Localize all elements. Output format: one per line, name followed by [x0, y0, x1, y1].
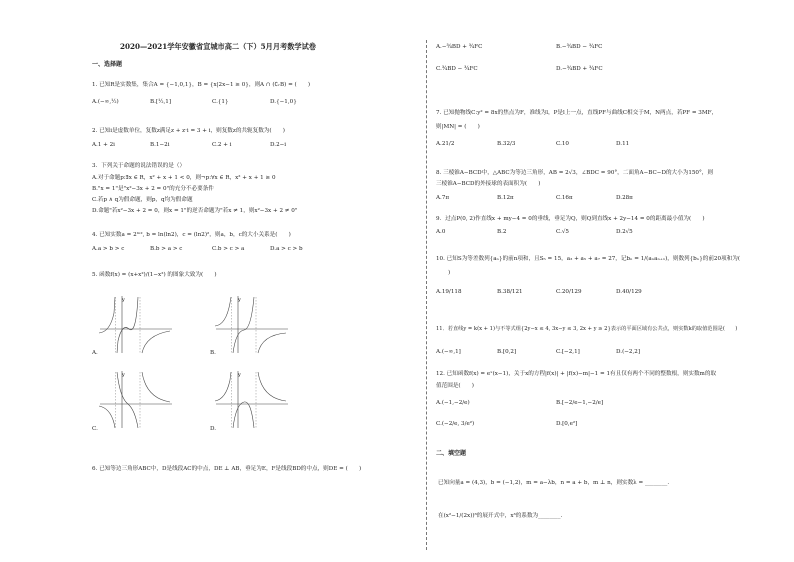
q10-option-d: D.40/129	[616, 289, 642, 295]
graph-b	[214, 293, 292, 355]
q1-option-c: C.{1}	[212, 99, 229, 105]
graph-c	[98, 368, 176, 430]
q8-option-d: D.28π	[616, 195, 633, 201]
q11-option-b: B.[0,2]	[497, 349, 517, 355]
q6-option-b: B.−¾BD − ¾FC	[556, 44, 603, 50]
graph-a-y-label: y	[122, 297, 125, 303]
q9-option-d: D.2√5	[616, 229, 633, 235]
q9-option-c: C.√5	[556, 229, 569, 235]
question-3: 3．下列关于命题的说法错误的是（）	[92, 163, 186, 169]
graph-b-label: B.	[210, 350, 216, 356]
question-12-cont: 值范围是( )	[436, 383, 474, 389]
q4-option-c: C.b > c > a	[212, 246, 245, 252]
q12-option-b: B.[−2/e−1,−2/e]	[556, 400, 604, 406]
q2-option-d: D.2−i	[270, 142, 287, 148]
q6-option-a: A.−¾BD + ¾FC	[436, 44, 483, 50]
question-4: 4. 已知实数a = 2ᴵⁿ², b = ln(ln2)，c = (ln2)²，则a，b，c的大小关系是( )	[92, 232, 291, 238]
q4-option-b: B.b > a > c	[150, 246, 183, 252]
q6-option-d: D.−¾BD + ¾FC	[556, 66, 603, 72]
question-10-cont: )	[448, 270, 451, 276]
q11-option-d: D.(−2,2]	[616, 349, 641, 355]
q2-option-b: B.1−2i	[150, 142, 170, 148]
question-5: 5. 函数f(x) = (x+x²)/(1−x²) 的图象大致为( )	[92, 272, 217, 278]
question-8-cont: 三棱锥A−BCD的外接球的表面积为( )	[436, 181, 541, 187]
q9-option-a: A.0	[436, 229, 446, 235]
q7-option-a: A.21/2	[436, 141, 455, 147]
question-11: 11．若直线y = k(x + 1)与不等式组{2y−x ≤ 4, 3x−y ≤ 3, 2x + y ≥ 2}表示的平面区域有公共点，则实数k的取值范围是( )	[436, 326, 738, 332]
q9-option-b: B.2	[497, 229, 507, 235]
question-9: 9．过点P(0, 2)作直线x + my−4 = 0的垂线，垂足为Q，则Q到直线x + 2y−14 = 0的距离最小值为( )	[436, 216, 705, 222]
question-1: 1. 已知R是实数集，集合A = {−1,0,1}，B = {x|2x−1 ≥ 0}，则A ∩ (∁ᵣB) = ( )	[92, 82, 311, 88]
q4-option-d: D.a > c > b	[270, 246, 303, 252]
q3-option-b: B."x = 1"是"x²−3x + 2 = 0"的充分不必要条件	[92, 186, 214, 192]
column-divider	[426, 40, 427, 550]
question-2: 2. 已知i是虚数单位，复数z满足z + z·i = 3 + i，则复数z的共轭复数为( )	[92, 128, 285, 134]
q3-option-d: D.命题"若x²−3x + 2 = 0，则x = 1"的逆否命题为"若x ≠ 1，则x²−3x + 2 ≠ 0"	[92, 208, 298, 214]
q3-option-c: C.若p ∧ q为假命题，则p，q均为假命题	[92, 197, 193, 203]
q1-option-a: A.(−∞,½)	[92, 99, 119, 105]
q6-option-c: C.¾BD − ¾FC	[436, 66, 478, 72]
graph-a-label: A.	[92, 350, 98, 356]
q7-option-c: C.10	[556, 141, 569, 147]
question-7: 7. 已知抛物线C:y² = 8x的焦点为F，准线为l，P是l上一点，直线PF与曲线C相交于M，N两点，若PF = 3MF，	[436, 110, 718, 116]
q11-option-c: C.[−2,1]	[556, 349, 580, 355]
q12-option-d: D.[0,e²]	[556, 421, 578, 427]
question-6: 6. 已知等边三角形ABC中，D是线段AC的中点，DE ⊥ AB，垂足为E，F是线段BD的中点，则DE = ( )	[92, 466, 362, 472]
q12-option-c: C.(−2/e, 3/e²)	[436, 421, 475, 427]
q11-option-a: A.(−∞,1]	[436, 349, 461, 355]
page-title: 2020—2021学年安徽省宣城市高二（下）5月月考数学试卷	[120, 42, 316, 51]
graph-d-y-label: y	[238, 372, 241, 378]
q10-option-b: B.38/121	[497, 289, 523, 295]
question-10: 10. 已知S为等差数列{aₙ}的前n项和，且S₅ = 15，a₃ + a₅ + a₇ = 27，记bₙ = 1/(aₙaₙ₊₁)，则数列{bₙ}的前20项和为(	[436, 256, 741, 262]
q3-option-a: A.对于命题p:∃x ∈ R，x² + x + 1 < 0，则¬p:∀x ∈ R，x² + x + 1 ≥ 0	[92, 175, 276, 181]
section-choice-heading: 一、选择题	[92, 61, 123, 68]
q1-option-b: B.[½,1]	[150, 99, 172, 105]
section-fill-heading: 二、填空题	[436, 450, 467, 457]
graph-b-y-label: y	[238, 297, 241, 303]
question-12: 12. 已知函数f(x) = eˣ(x−1)，关于x的方程|f(x)| + |f(x)−m|−1 = 1有且仅有两个不同的整数根，则实数m的取	[436, 371, 717, 377]
q7-option-d: D.11	[616, 141, 630, 147]
graph-d-label: D.	[210, 426, 217, 432]
question-8: 8. 三棱锥A−BCD中，△ABC为等边三角形，AB = 2√3，∠BDC = 90°，二面角A−BC−D的大小为150°，则	[436, 170, 713, 176]
fill-question-1: 已知向量a = (4,3)，b = (−1,2)，m = a−λb，n = a + b，m ⊥ n，则实数λ = ________.	[438, 480, 670, 486]
q12-option-a: A.(−1,−2/e)	[436, 400, 470, 406]
q8-option-b: B.12π	[497, 195, 514, 201]
q10-option-c: C.20/129	[556, 289, 582, 295]
q2-option-a: A.1 + 2i	[92, 142, 115, 148]
graph-d	[214, 368, 292, 430]
fill-question-2: 在(x²−1/(2x))⁶的展开式中，x³的系数为________.	[438, 513, 563, 519]
q8-option-c: C.16π	[556, 195, 573, 201]
q1-option-d: D.{−1,0}	[270, 99, 297, 105]
graph-c-y-label: y	[122, 372, 125, 378]
graph-c-label: C.	[92, 426, 98, 432]
q7-option-b: B.32/3	[497, 141, 516, 147]
q2-option-c: C.2 + i	[212, 142, 232, 148]
q10-option-a: A.19/118	[436, 289, 462, 295]
q8-option-a: A.7π	[436, 195, 450, 201]
q4-option-a: A.a > b > c	[92, 246, 125, 252]
graph-a	[98, 293, 176, 355]
question-7-cont: 则|MN| = ( )	[436, 124, 480, 130]
